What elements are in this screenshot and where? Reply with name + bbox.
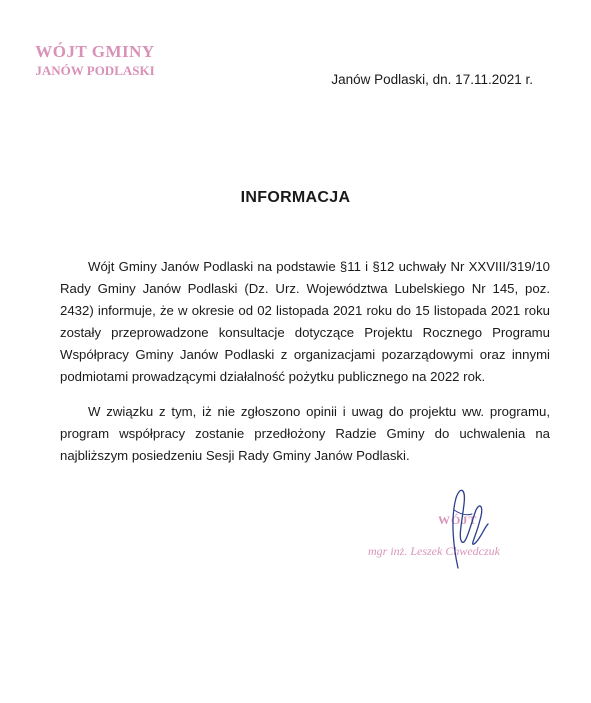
stamp-name: mgr inż. Leszek Chwedczuk — [368, 544, 500, 558]
paragraph-2: W związku z tym, iż nie zgłoszono opinii i uwag do projektu ww. programu, program współpracy zostanie przedłożony Radzie Gminy do uchwalenia na najbliższym posiedzeniu Sesji Rady Gminy Janów Podlaski. — [60, 404, 550, 463]
stamp-title: WÓJT — [438, 513, 478, 527]
letterhead — [20, 42, 170, 79]
document-title: INFORMACJA — [240, 189, 351, 206]
document-body — [60, 256, 550, 467]
letterhead-office: WÓJT GMINY — [35, 42, 155, 61]
handwritten-signature — [436, 480, 506, 580]
date-line: Janów Podlaski, dn. 17.11.2021 r. — [331, 72, 533, 87]
paragraph-1: Wójt Gminy Janów Podlaski na podstawie §11 i §12 uchwały Nr XXVIII/319/10 Rady Gminy Janów Podlaski (Dz. Urz. Województwa Lubelskiego Nr 145, poz. 2432) informuje, że w okresie od 02 listopada 2021 roku do 15 listopada 2021 roku zostały przeprowadzone konsultacje dotyczące Projektu Rocznego Programu Współpracy Gminy Janów Podlaski z organizacjami pozarządowymi oraz innymi podmiotami prowadzącymi działalność pożytku publicznego na 2022 rok. — [60, 259, 550, 384]
letterhead-municipality: JANÓW PODLASKI — [35, 63, 155, 78]
